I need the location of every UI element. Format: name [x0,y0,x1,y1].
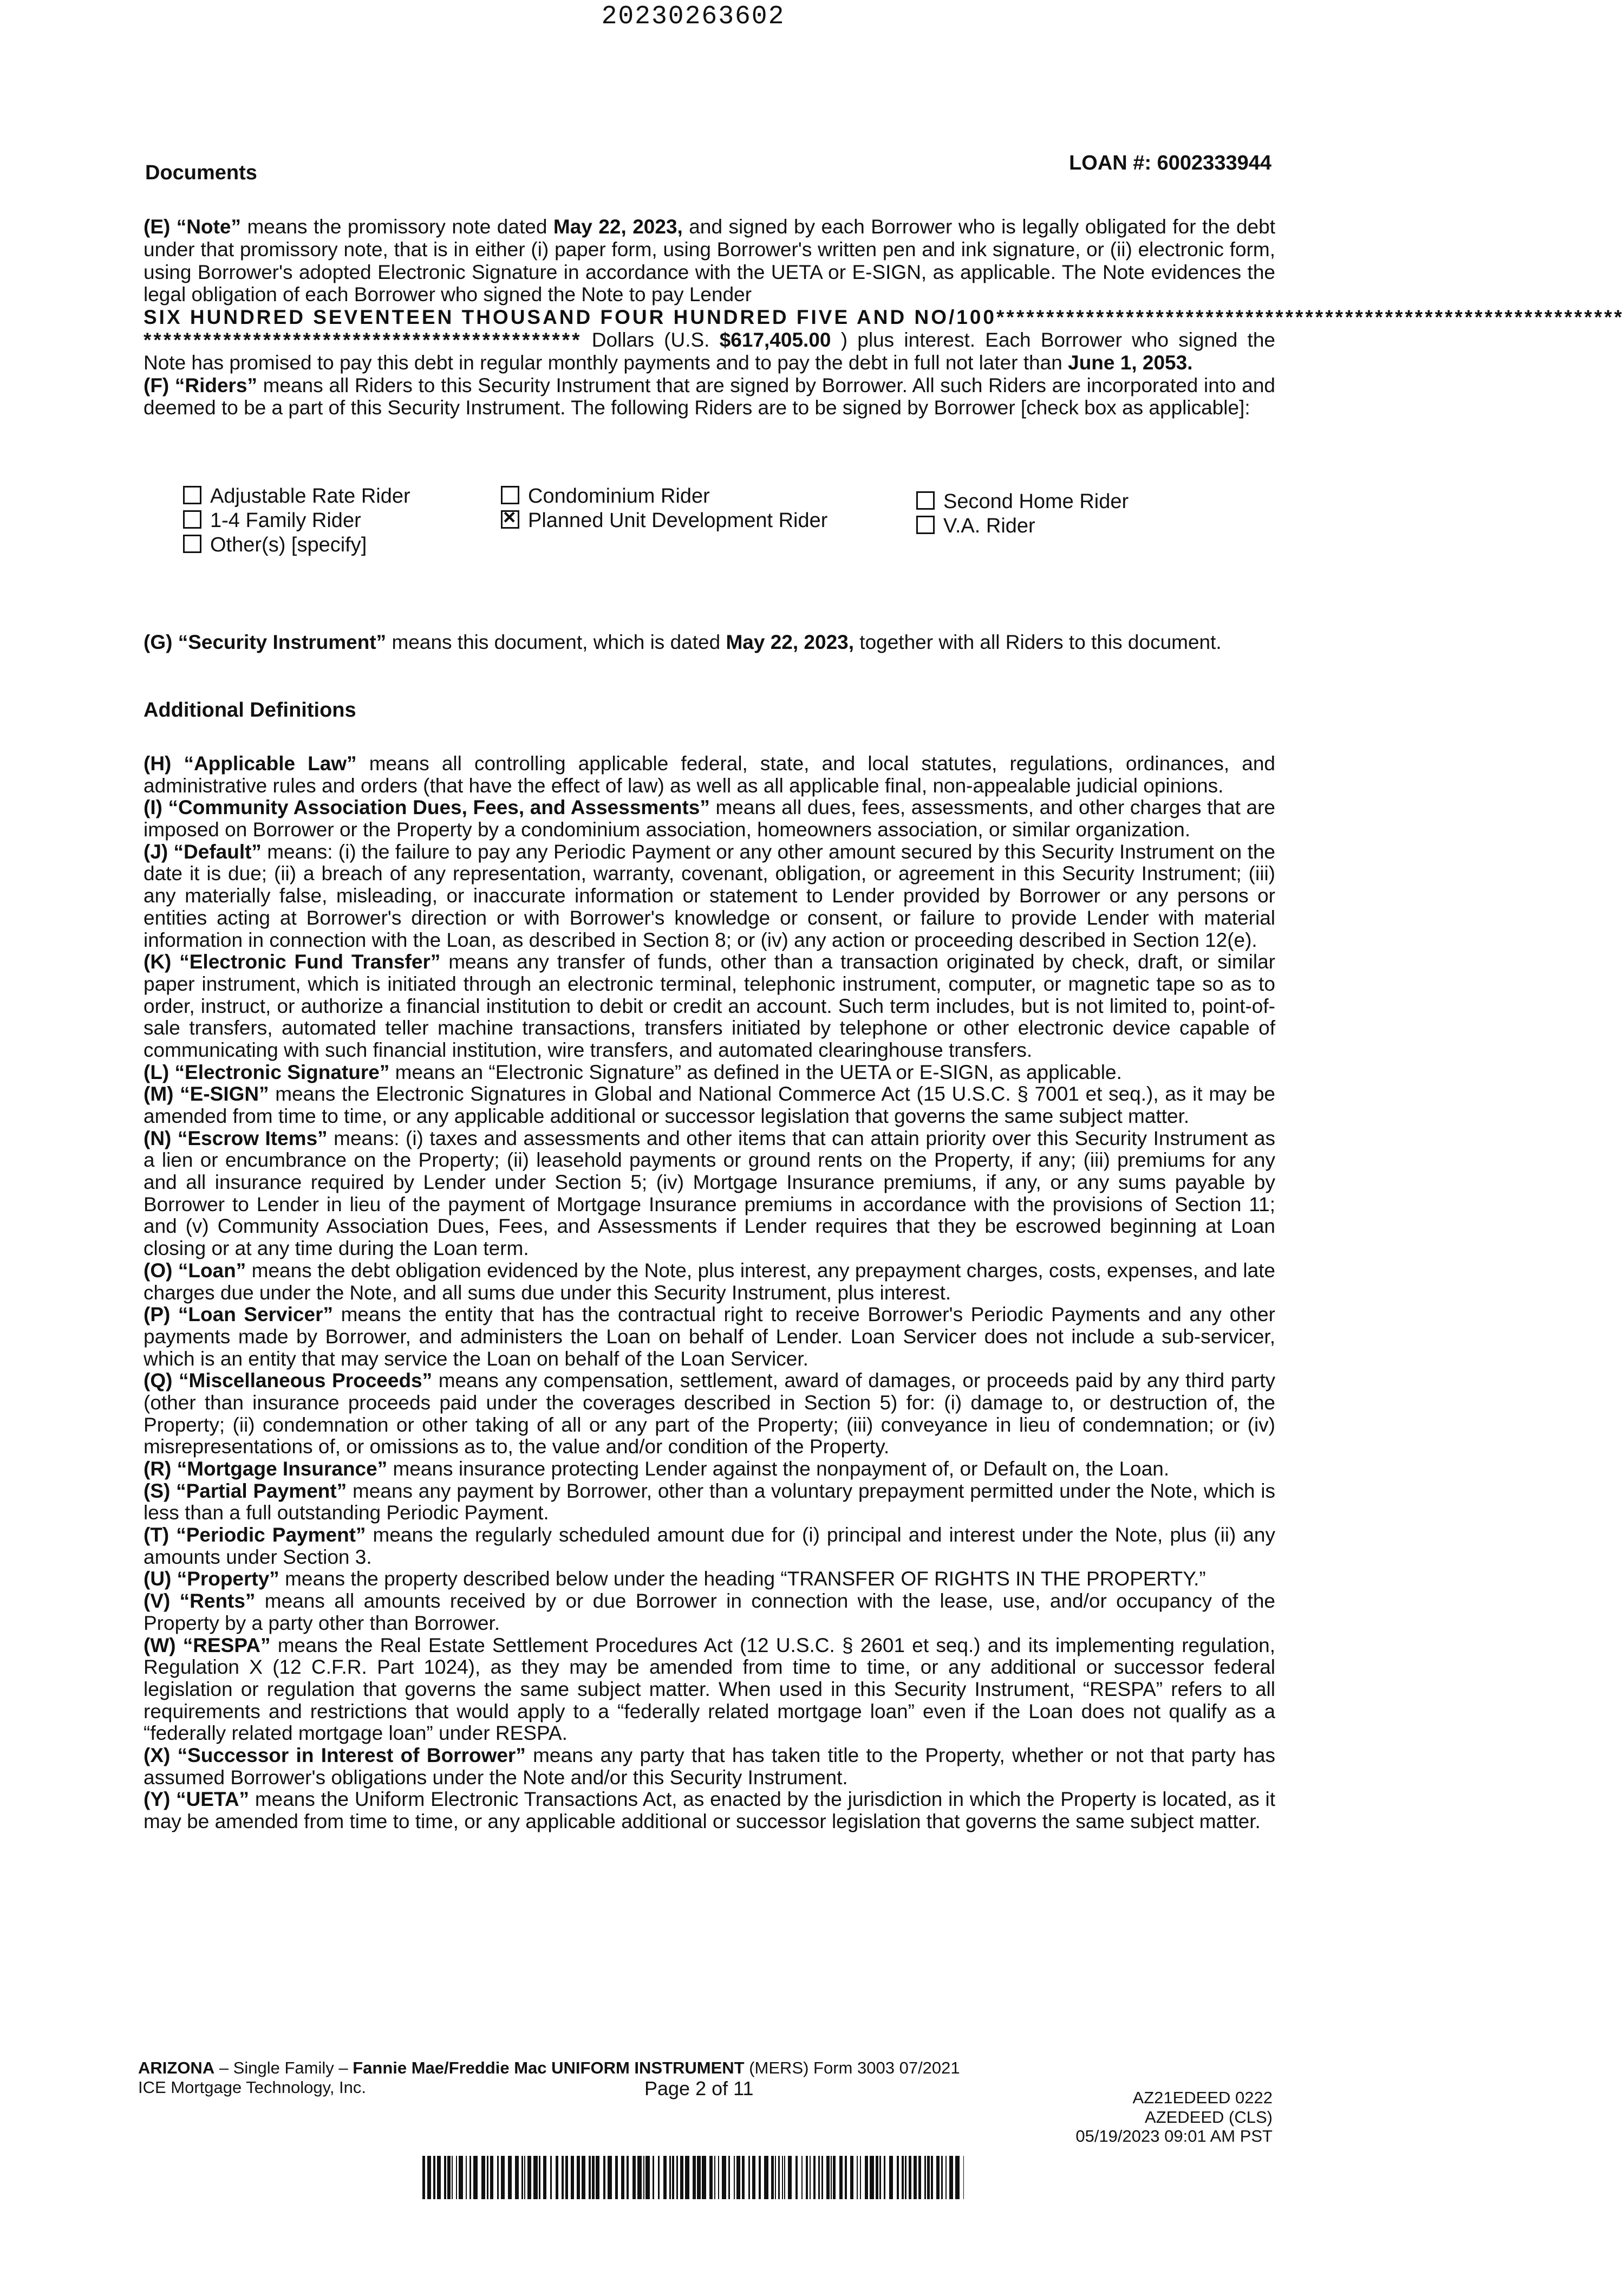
note-label: (E) “Note” [144,216,242,238]
definition-text: means the Electronic Signatures in Global and National Commerce Act (15 U.S.C. § 7001 et seq.), as it may be amended from time to time, or any applicable additional or successor legislation that governs the same subject matter. [144,1083,1276,1127]
definition-text: means all controlling applicable federal, state, and local statutes, regulations, ordinances, and administrative rules and orders (that have the effect of law) as well as all applicable final, non-appealable judicial opinions. [144,752,1275,797]
definition-label: (V) “Rents” [144,1590,256,1613]
definition-item [144,753,1275,797]
note-amount-words-line [144,306,1624,329]
barcode-image [422,2156,964,2199]
definition-label: (Q) “Miscellaneous Proceeds” [144,1369,433,1392]
form-title [138,2058,960,2078]
definition-label: (N) “Escrow Items” [144,1127,328,1149]
definition-item [144,797,1275,841]
rider-label: Condominium Rider [528,485,710,508]
definition-label: (J) “Default” [144,840,262,863]
definition-item [144,1458,1275,1480]
definition-text: means any compensation, settlement, award of damages, or proceeds paid by any third party (other than insurance proceeds paid under the coverages described in Section 5) for: (i) damage to, or destruction of, the Property; (ii) condemnation or other taking of all or any part of the Property; (iii) conveyance in lieu of condemnation; or (iv) misrepresentations of, or omissions as to, the value and/or condition of the Property. [144,1369,1275,1458]
definition-label: (X) “Successor in Interest of Borrower” [144,1744,526,1766]
rider-1-4-family[interactable] [183,509,361,532]
form-title-form: (MERS) Form 3003 07/2021 [744,2058,960,2077]
form-title-type: – Single Family – [214,2058,353,2077]
note-dollars-text: Dollars (U.S. [582,328,720,351]
checkbox-second-home[interactable] [916,491,935,510]
riders-label: (F) “Riders” [144,374,258,396]
form-code-2: AZEDEED (CLS) [1145,2107,1273,2127]
definition-item [144,1635,1275,1745]
rider-adjustable-rate[interactable] [183,485,410,508]
note-paragraph-2 [144,329,1275,374]
definition-item [144,1304,1275,1370]
note-maturity: June 1, 2053. [1068,351,1193,374]
riders-paragraph [144,374,1275,420]
checkbox-condominium[interactable] [501,486,519,504]
form-code: AZ21EDEED 0222 [1132,2088,1273,2107]
definition-label: (H) “Applicable Law” [144,752,357,775]
definition-text: means the Uniform Electronic Transactions Act, as enacted by the jurisdiction in which the Property is located, as it may be amended from time to time, or any applicable additional or successor legislation that governs the same subject matter. [144,1788,1276,1832]
definition-label: (T) “Periodic Payment” [144,1524,366,1546]
definition-item [144,1370,1275,1458]
security-instrument-paragraph [144,631,1275,654]
definition-text: means an “Electronic Signature” as defined in the UETA or E-SIGN, as applicable. [389,1061,1122,1083]
footer-left [138,2058,960,2097]
definition-text: means all dues, fees, assessments, and other charges that are imposed on Borrower or the Property by a condominium association, homeowners association, or similar organization. [144,796,1275,841]
rider-label: Adjustable Rate Rider [210,485,410,508]
definition-text: means the property described below under the heading “TRANSFER OF RIGHTS IN THE PROPERTY.” [279,1568,1206,1590]
definition-text: means: (i) the failure to pay any Periodic Payment or any other amount secured by this Security Instrument on the date it is due; (ii) a breach of any representation, warranty, covenant, obligation, or agreement in this Security Instrument; (iii) any materially false, misleading, or inaccurate information or statement to Lender provided by Borrower or any persons or entities acting at Borrower's direction or with Borrower's knowledge or consent, or failure to provide Lender with material information in connection with the Loan, as described in Section 8; or (iv) any action or proceeding described in Section 12(e). [144,840,1275,951]
definition-text: means any party that has taken title to the Property, whether or not that party has assumed Borrower's obligations under the Note and/or this Security Instrument. [144,1744,1275,1789]
checkbox-1-4-family[interactable] [183,510,201,529]
rider-label: Planned Unit Development Rider [528,509,828,532]
additional-definitions [144,753,1275,1833]
definition-label: (W) “RESPA” [144,1634,271,1656]
security-instrument-text-2: together with all Riders to this document. [854,631,1222,653]
print-timestamp: 05/19/2023 09:01 AM PST [1075,2127,1273,2146]
rider-label: V.A. Rider [943,515,1035,537]
rider-va[interactable] [916,515,1035,538]
footer-right [1075,2088,1273,2146]
definition-label: (M) “E-SIGN” [144,1083,269,1106]
security-instrument-label: (G) “Security Instrument” [144,631,387,653]
definition-label: (R) “Mortgage Insurance” [144,1458,388,1480]
definition-item [144,1260,1275,1304]
checkbox-va[interactable] [916,516,935,534]
form-title-state: ARIZONA [138,2058,215,2077]
note-text-3: ) plus interest. Each Borrower who signed the Note has promised to pay this debt in regular monthly payments and to pay the debt in full not later than [144,328,1275,374]
definition-text: means: (i) taxes and assessments and other items that can attain priority over this Security Instrument as a lien or encumbrance on the Property; (ii) leasehold payments or ground rents on the Property, if any; (iii) premiums for any and all insurance required by Lender under Section 5; (iv) Mortgage Insurance premiums, if any, or any sums payable by Borrower to Lender in lieu of the payment of Mortgage Insurance premiums in accordance with the provisions of Section 11; and (v) Community Association Dues, Fees, and Assessments if Lender requires that they be escrowed beginning at Loan closing or at any time during the Loan term. [144,1127,1275,1260]
definition-label: (O) “Loan” [144,1259,246,1282]
definition-label: (I) “Community Association Dues, Fees, and Assessments” [144,796,710,819]
rider-label: Second Home Rider [943,490,1129,513]
definition-text: means any transfer of funds, other than a transaction originated by check, draft, or similar paper instrument, which is initiated through an electronic terminal, telephonic instrument, computer, or magnetic tape so as to order, instruct, or authorize a financial institution to debit or credit an account. Such term includes, but is not limited to, point-of-sale transfers, automated teller machine transactions, transfers initiated by telephone or other electronic device capable of communicating with such financial institution, wire transfers, and automated clearinghouse transfers. [144,951,1275,1061]
riders-text: means all Riders to this Security Instrument that are signed by Borrower. All such Riders are incorporated into and deemed to be a part of this Security Instrument. The following Riders are to be signed by Borrower [check box as applicable]: [144,374,1275,419]
security-instrument-text-1: means this document, which is dated [386,631,726,653]
definition-item [144,1083,1275,1127]
rider-condominium[interactable] [501,485,710,508]
security-instrument-definition [144,631,1275,654]
checkbox-planned-unit-development[interactable] [501,510,519,529]
note-date: May 22, 2023, [553,216,683,238]
definition-text: means all amounts received by or due Borrower in connection with the lease, use, and/or occupancy of the Property by a party other than Borrower. [144,1590,1275,1634]
page-number: Page 2 of 11 [644,2077,754,2100]
rider-planned-unit-development[interactable] [501,509,827,532]
definition-label: (L) “Electronic Signature” [144,1061,390,1083]
definition-text: means the Real Estate Settlement Procedures Act (12 U.S.C. § 2601 et seq.) and its implementing regulation, Regulation X (12 C.F.R. Part 1024), as they may be amended from time to time, or any additional or successor federal legislation or regulation that governs the same subject matter. When used in this Security Instrument, “RESPA” refers to all requirements and restrictions that would apply to a “federally related mortgage loan” even if the Loan does not qualify as a “federally related mortgage loan” under RESPA. [144,1634,1275,1745]
note-text-2: and signed by each Borrower who is legally obligated for the debt under that promissory note, that is in either (i) paper form, using Borrower's written pen and ink signature, or (ii) electronic form, using Borrower's adopted Electronic Signature in accordance with the UETA or E-SIGN, as applicable. The Note evidences the legal obligation of each Borrower who signed the Note to pay Lender [144,216,1275,306]
definition-text: means the entity that has the contractual right to receive Borrower's Periodic Payments and any other payments made by Borrower, and administers the Loan on behalf of Lender. Loan Servicer does not include a sub-servicer, which is an entity that may service the Loan on behalf of the Loan Servicer. [144,1303,1275,1370]
note-amount: $617,405.00 [719,328,831,351]
definition-item [144,841,1275,951]
definition-text: means any payment by Borrower, other than a voluntary prepayment permitted under the Note, which is less than a full outstanding Periodic Payment. [144,1479,1275,1524]
rider-second-home[interactable] [916,490,1129,514]
definition-item [144,1128,1275,1260]
company-name: ICE Mortgage Technology, Inc. [138,2077,367,2097]
rider-label: Other(s) [specify] [210,534,367,556]
loan-number: LOAN #: 6002333944 [1069,152,1271,174]
additional-definitions-title: Additional Definitions [144,699,356,722]
definition-label: (U) “Property” [144,1568,279,1590]
form-title-instrument: Fannie Mae/Freddie Mac UNIFORM INSTRUMENT [353,2058,745,2077]
section-title: Documents [145,161,257,184]
definition-item [144,1789,1275,1832]
checkbox-other[interactable] [183,535,201,553]
definition-item [144,951,1275,1061]
definition-label: (K) “Electronic Fund Transfer” [144,951,441,973]
definition-label: (Y) “UETA” [144,1788,250,1811]
definition-item [144,1524,1275,1568]
definition-item [144,1062,1275,1084]
note-definition [144,216,1624,419]
rider-other[interactable] [183,534,367,557]
definition-label: (P) “Loan Servicer” [144,1303,333,1326]
definition-text: means the regularly scheduled amount due for (i) principal and interest under the Note, plus (ii) any amounts under Section 3. [144,1524,1276,1568]
definition-item [144,1745,1275,1789]
note-text-1: means the promissory note dated [241,216,553,238]
definition-item [144,1568,1275,1590]
definition-item [144,1590,1275,1634]
definition-item [144,1480,1275,1524]
rider-label: 1-4 Family Rider [210,509,361,532]
note-stars-2: ******************************************** [144,328,582,351]
note-stars: ************************************************************** [1006,306,1624,329]
note-amount-words: SIX HUNDRED SEVENTEEN THOUSAND FOUR HUNDRED FIVE AND NO/100* [144,306,1007,329]
checkbox-adjustable-rate[interactable] [183,486,201,504]
definition-text: means insurance protecting Lender against the nonpayment of, or Default on, the Loan. [387,1458,1170,1480]
definition-label: (S) “Partial Payment” [144,1479,347,1502]
security-instrument-date: May 22, 2023, [726,631,855,653]
recording-number: 20230263602 [601,2,785,31]
note-paragraph [144,216,1275,306]
definition-text: means the debt obligation evidenced by the Note, plus interest, any prepayment charges, costs, expenses, and late charges due under the Note, and all sums due under this Security Instrument, plus interest. [144,1259,1276,1304]
